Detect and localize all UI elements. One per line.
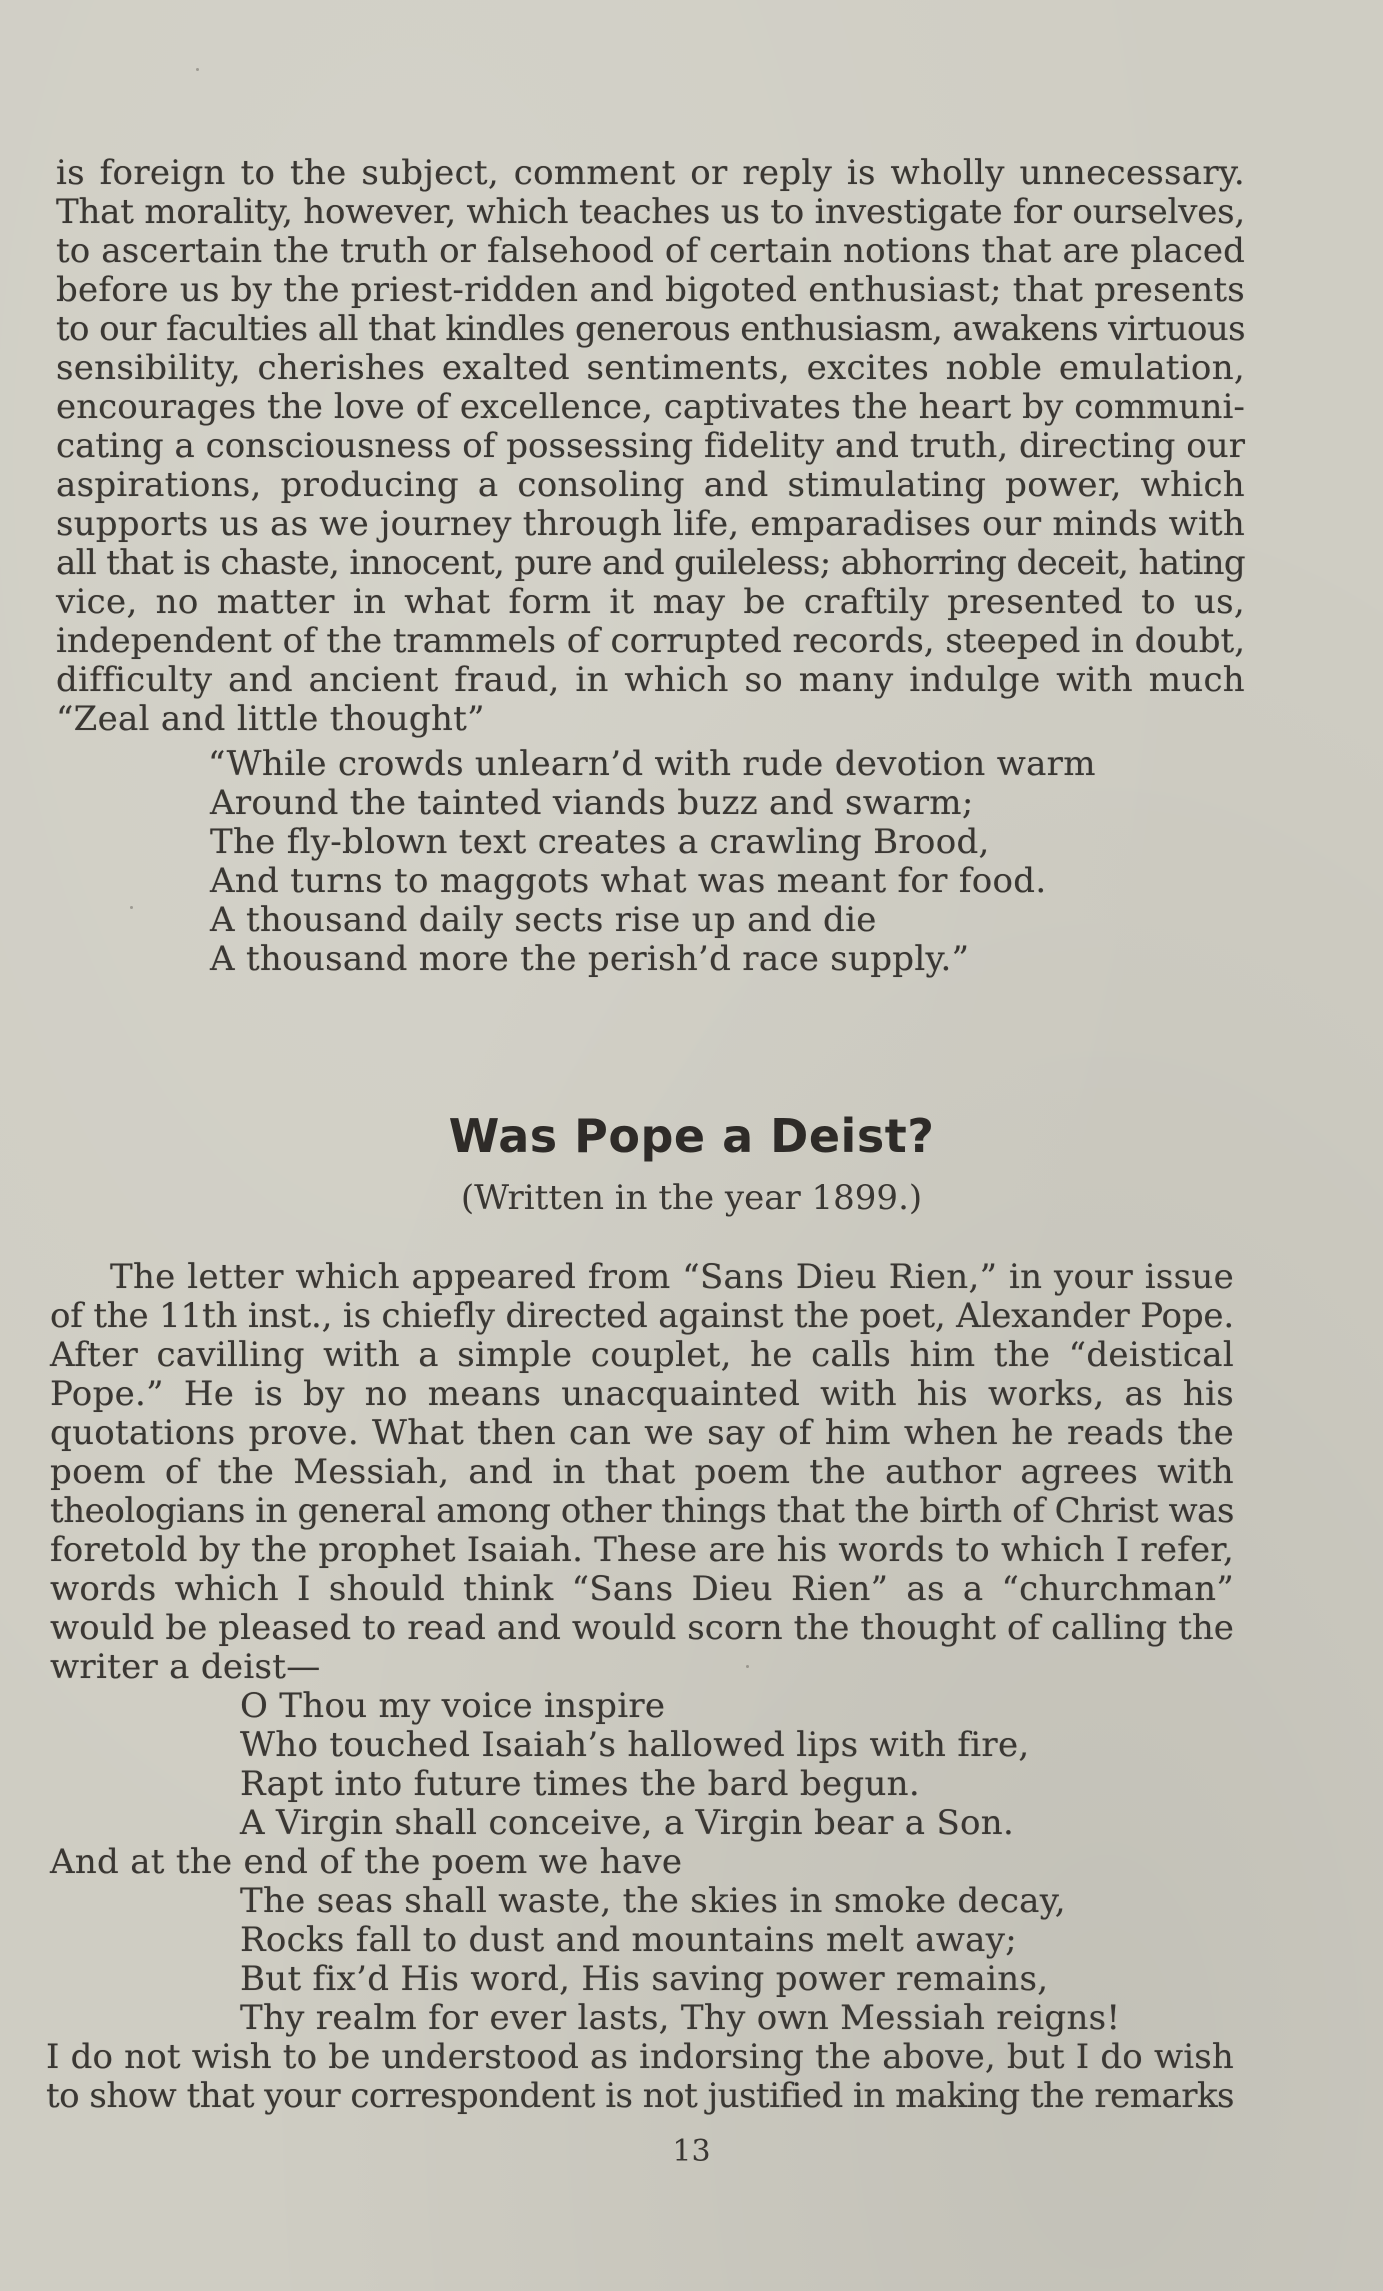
verse-line: O Thou my voice inspire bbox=[240, 1686, 666, 1726]
text-line: quotations prove. What then can we say of him when he reads the bbox=[50, 1413, 1234, 1453]
paper-speck bbox=[196, 68, 199, 71]
text-line: poem of the Messiah, and in that poem the author agrees with bbox=[50, 1452, 1234, 1492]
text-line: cating a consciousness of possessing fidelity and truth, directing our bbox=[56, 426, 1245, 466]
verse-line: Who touched Isaiah’s hallowed lips with fire, bbox=[240, 1725, 1030, 1765]
verse-line: Rapt into future times the bard begun. bbox=[240, 1764, 920, 1804]
text-line: Pope.” He is by no means unacquainted with his works, as his bbox=[50, 1374, 1234, 1414]
interlude-line: And at the end of the poem we have bbox=[50, 1842, 683, 1882]
text-line: sensibility, cherishes exalted sentiments, excites noble emulation, bbox=[56, 348, 1245, 388]
text-line: writer a deist— bbox=[50, 1647, 321, 1687]
text-line: I do not wish to be understood as indorsing the above, but I do wish bbox=[46, 2037, 1234, 2077]
text-line: all that is chaste, innocent, pure and guileless; abhorring deceit, hating bbox=[56, 543, 1245, 583]
verse-line: A thousand daily sects rise up and die bbox=[210, 900, 877, 940]
text-line: “Zeal and little thought” bbox=[56, 699, 485, 739]
verse-line: A Virgin shall conceive, a Virgin bear a Son. bbox=[240, 1803, 1015, 1843]
page-number: 13 bbox=[672, 2134, 711, 2169]
verse-line: Rocks fall to dust and mountains melt away; bbox=[240, 1920, 1018, 1960]
text-line: independent of the trammels of corrupted records, steeped in doubt, bbox=[56, 621, 1245, 661]
text-line: would be pleased to read and would scorn the thought of calling the bbox=[50, 1608, 1234, 1648]
text-line: That morality, however, which teaches us to investigate for ourselves, bbox=[56, 192, 1245, 232]
text-line: difficulty and ancient fraud, in which so many indulge with much bbox=[56, 660, 1245, 700]
verse-line: Around the tainted viands buzz and swarm; bbox=[210, 783, 974, 823]
text-line: of the 11th inst., is chiefly directed against the poet, Alexander Pope. bbox=[50, 1296, 1234, 1336]
text-line: encourages the love of excellence, captivates the heart by communi- bbox=[56, 387, 1245, 427]
text-line: supports us as we journey through life, emparadises our minds with bbox=[56, 504, 1245, 544]
verse-line: Thy realm for ever lasts, Thy own Messiah reigns! bbox=[240, 1998, 1121, 2038]
text-line: theologians in general among other things that the birth of Christ was bbox=[50, 1491, 1234, 1531]
text-line: aspirations, producing a consoling and stimulating power, which bbox=[56, 465, 1245, 505]
text-line: words which I should think “Sans Dieu Rien” as a “churchman” bbox=[50, 1569, 1234, 1609]
text-line: to our faculties all that kindles generous enthusiasm, awakens virtuous bbox=[56, 309, 1245, 349]
text-line: to show that your correspondent is not justified in making the remarks bbox=[46, 2076, 1234, 2116]
verse-line: And turns to maggots what was meant for food. bbox=[210, 861, 1047, 901]
text-line: before us by the priest-ridden and bigoted enthusiast; that presents bbox=[56, 270, 1245, 310]
verse-line: “While crowds unlearn’d with rude devotion warm bbox=[208, 744, 1096, 784]
verse-line: The seas shall waste, the skies in smoke decay, bbox=[240, 1881, 1066, 1921]
text-line: foretold by the prophet Isaiah. These are his words to which I refer, bbox=[50, 1530, 1234, 1570]
text-line: to ascertain the truth or falsehood of certain notions that are placed bbox=[56, 231, 1245, 271]
section-title: Was Pope a Deist? bbox=[448, 1109, 935, 1163]
text-line: is foreign to the subject, comment or reply is wholly unnecessary. bbox=[56, 153, 1245, 193]
text-line: vice, no matter in what form it may be craftily presented to us, bbox=[56, 582, 1245, 622]
verse-line: The fly-blown text creates a crawling Brood, bbox=[210, 822, 990, 862]
text-line: After cavilling with a simple couplet, he calls him the “deistical bbox=[50, 1335, 1234, 1375]
section-subtitle: (Written in the year 1899.) bbox=[460, 1178, 923, 1218]
text-line: The letter which appeared from “Sans Dieu Rien,” in your issue bbox=[110, 1257, 1234, 1297]
paper-speck bbox=[746, 1665, 749, 1668]
paper-speck bbox=[130, 906, 133, 909]
verse-line: But fix’d His word, His saving power remains, bbox=[240, 1959, 1049, 1999]
verse-line: A thousand more the perish’d race supply.” bbox=[210, 939, 970, 979]
